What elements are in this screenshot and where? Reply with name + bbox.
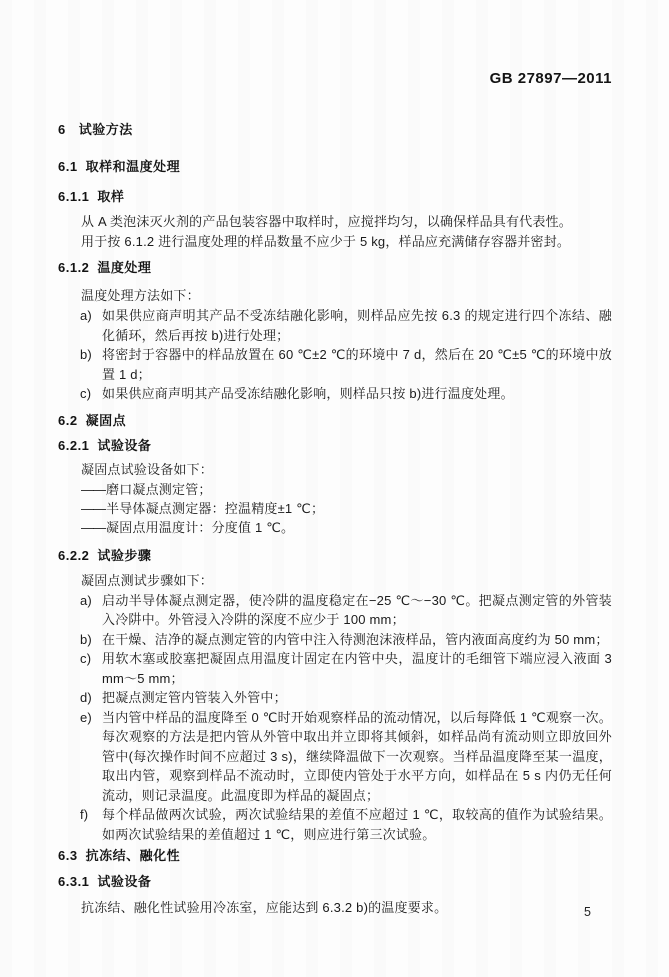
dash-item-text: 磨口凝点测定管； [106,481,212,497]
dash-item-text: 半导体凝点测定器：控温精度±1 ℃； [106,500,325,516]
paragraph: 温度处理方法如下： [81,288,200,303]
heading-6-2 [58,411,612,431]
list-item-label: b) [80,631,92,647]
list-item-text: 在干燥、洁净的凝点测定管的内管中注入待测泡沫液样品，管内液面高度约为 50 mm； [102,631,609,647]
list-item-label: b) [80,347,92,362]
list-item-label: f) [80,807,89,822]
paragraph: 凝固点测试步骤如下： [81,572,214,588]
list-item-text: 把凝点测定管内管装入外管中； [102,690,287,705]
heading-number: 6.1.1 [58,189,90,204]
list-item-label: a) [80,308,92,323]
heading-number: 6.2.2 [58,547,90,563]
dash-list-item [58,518,612,537]
list-item-a [58,591,612,630]
list-item-text: 每个样品做两次试验，两次试验结果的差值不应超过 1 ℃，取较高的值作为试验结果。如两次试验结果的差值超过 1 ℃，则应进行第三次试验。 [102,807,612,842]
standard-number: GB 27897—2011 [489,70,612,87]
heading-title: 试验方法 [78,122,133,137]
heading-title: 凝固点 [85,412,127,428]
heading-title: 取样和温度处理 [85,159,181,174]
heading-number: 6.2 [58,412,78,428]
list-item-label: c) [80,386,92,401]
heading-number: 6.1 [58,159,78,174]
dash-list-item [58,499,612,518]
heading-title: 取样 [97,189,125,204]
paragraph: 凝固点试验设备如下： [81,461,214,477]
heading-title: 温度处理 [97,260,152,275]
paragraph: 用于按 6.1.2 进行温度处理的样品数量不应少于 5 kg，样品应充满储存容器并密封。 [81,234,571,249]
page-header [490,70,612,87]
heading-chapter-6 [58,120,612,140]
list-item-text: 启动半导体凝点测定器，使冷阱的温度稳定在−25 ℃～−30 ℃。把凝点测定管的外管装入冷阱中。外管浸入冷阱的深度不应少于 100 mm； [102,592,612,627]
list-item-d [58,688,612,708]
heading-number: 6.3.1 [58,874,90,889]
heading-6-3-1 [58,872,612,892]
list-item-c [58,649,612,688]
list-item-label: e) [80,709,92,725]
list-item-a [58,306,612,345]
heading-6-1 [58,157,612,177]
list-item-e [58,708,612,806]
list-item-b [58,345,612,384]
heading-title: 试验步骤 [97,547,152,563]
dash-mark: —— [81,481,105,497]
heading-title: 试验设备 [97,437,152,453]
document-content [58,120,612,918]
paragraph: 从 A 类泡沫灭火剂的产品包装容器中取样时，应搅拌均匀，以确保样品具有代表性。 [81,214,572,229]
list-item-label: a) [80,592,92,608]
list-item-f [58,805,612,844]
heading-title: 试验设备 [97,874,152,889]
list-item-text: 将密封于容器中的样品放置在 60 ℃±2 ℃的环境中 7 d，然后在 20 ℃±5 ℃的环境中放置 1 d； [102,347,612,382]
heading-number: 6.2.1 [58,437,90,453]
dash-mark: —— [81,500,105,516]
dash-list-item [58,480,612,499]
list-item-text: 如果供应商声明其产品不受冻结融化影响，则样品应先按 6.3 的规定进行四个冻结、融化循环，然后再按 b)进行处理； [102,308,612,343]
heading-number: 6.3 [58,848,78,863]
heading-6-1-1 [58,187,612,207]
heading-6-1-2 [58,258,612,278]
list-item-b [58,630,612,650]
list-item-c [58,384,612,404]
heading-6-2-2 [58,546,612,566]
list-item-text: 当内管中样品的温度降至 0 ℃时开始观察样品的流动情况，以后每降低 1 ℃观察一次。每次观察的方法是把内管从外管中取出并立即将其倾斜，如样品尚有流动则立即放回外管中(每次操作时间不应超过 3 s)，继续降温做下一次观察。当样品温度降至某一温度，取出内管，观察到样品不流动时，立即使内管处于水平方向，如样品在 5 s 内仍无任何流动，则记录温度。此温度即为样品的凝固点； [102,709,612,803]
heading-title: 抗冻结、融化性 [85,848,181,863]
heading-6-3 [58,846,612,866]
dash-item-text: 凝固点用温度计：分度值 1 ℃。 [106,519,295,535]
heading-number: 6.1.2 [58,260,90,275]
heading-number: 6 [58,122,66,137]
list-item-label: c) [80,651,92,666]
list-item-text: 用软木塞或胶塞把凝固点用温度计固定在内管中央，温度计的毛细管下端应浸入液面 3 mm～5 mm； [102,651,612,686]
list-item-text: 如果供应商声明其产品受冻结融化影响，则样品只按 b)进行温度处理。 [102,386,514,401]
dash-mark: —— [81,519,105,535]
heading-6-2-1 [58,436,612,456]
paragraph: 抗冻结、融化性试验用冷冻室，应能达到 6.3.2 b)的温度要求。 [81,900,448,915]
list-item-label: d) [80,690,92,705]
page-number: 5 [584,905,591,919]
